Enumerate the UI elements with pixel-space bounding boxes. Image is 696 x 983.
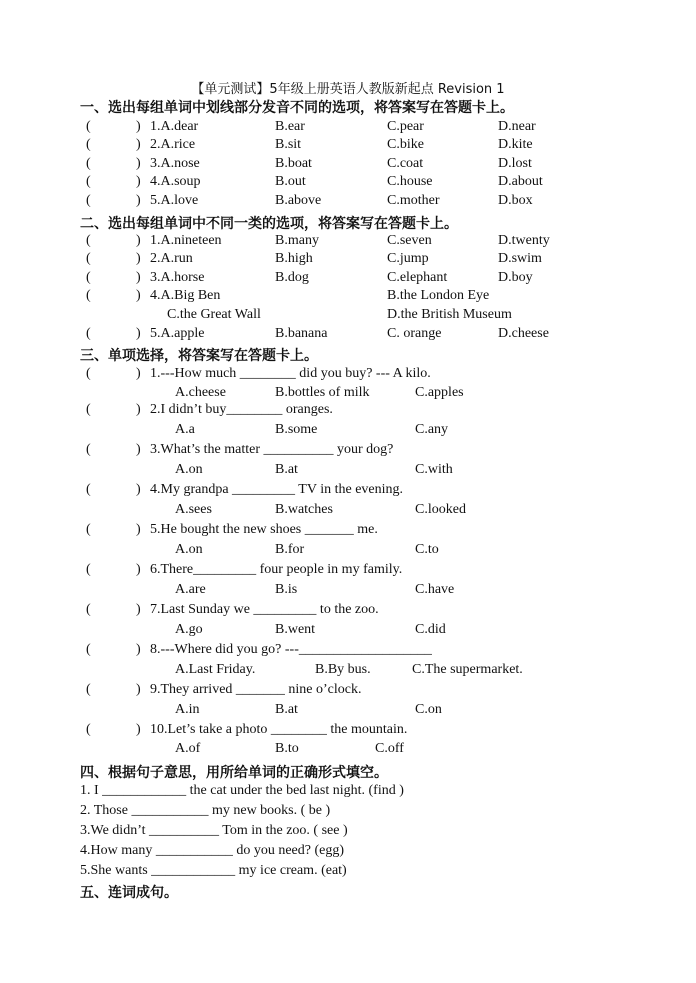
answer-paren-close: )	[136, 642, 141, 657]
answer-paren-close: )	[136, 288, 141, 303]
option-c: C. orange	[387, 326, 442, 341]
section-1-heading: 一、选出每组单词中划线部分发音不同的选项，将答案写在答题卡上。	[80, 100, 514, 116]
section-3-heading: 三、单项选择，将答案写在答题卡上。	[80, 348, 318, 364]
answer-paren-open: (	[86, 442, 91, 457]
answer-paren-close: )	[136, 602, 141, 617]
option-b: B.bottles of milk	[275, 385, 370, 400]
option-d: D.twenty	[498, 233, 550, 248]
question-stem: 7.Last Sunday we _________ to the zoo.	[150, 602, 379, 617]
answer-paren-close: )	[136, 326, 141, 341]
answer-paren-open: (	[86, 233, 91, 248]
option-b: B.ear	[275, 119, 305, 134]
section-2-heading: 二、选出每组单词中不同一类的选项，将答案写在答题卡上。	[80, 216, 458, 232]
answer-paren-close: )	[136, 233, 141, 248]
section-4-heading: 四、根据句子意思，用所给单词的正确形式填空。	[80, 765, 388, 781]
option-d: D.box	[498, 193, 533, 208]
option-b: B.sit	[275, 137, 302, 152]
answer-paren-close: )	[136, 366, 141, 381]
question-row	[0, 156, 696, 174]
question-row	[0, 119, 696, 137]
option-c: C.off	[375, 741, 404, 756]
question-row	[0, 366, 696, 384]
question-stem: 9.They arrived _______ nine o’clock.	[150, 682, 362, 697]
answer-paren-close: )	[136, 251, 141, 266]
fill-in-line: 4.How many ___________ do you need? (egg)	[80, 843, 345, 858]
answer-paren-close: )	[136, 156, 141, 171]
question-row	[0, 682, 696, 700]
option-a: 1.A.nineteen	[150, 233, 222, 248]
question-stem: 6.There_________ four people in my family.	[150, 562, 403, 577]
option-c: C.any	[415, 422, 449, 437]
option-c: D.the British Museum	[387, 307, 512, 322]
option-c-line: C.the Great Wall	[167, 307, 261, 322]
option-d: D.about	[498, 174, 543, 189]
answer-paren-open: (	[86, 174, 91, 189]
options-row	[0, 582, 696, 600]
options-row	[0, 422, 696, 440]
answer-paren-close: )	[136, 193, 141, 208]
answer-paren-open: (	[86, 602, 91, 617]
answer-paren-close: )	[136, 270, 141, 285]
option-a: A.sees	[175, 502, 212, 517]
question-row	[0, 642, 696, 660]
question-stem: 5.He bought the new shoes _______ me.	[150, 522, 378, 537]
option-a: 3.A.horse	[150, 270, 205, 285]
question-row	[0, 482, 696, 500]
answer-paren-close: )	[136, 119, 141, 134]
fill-in-line: 1. I ____________ the cat under the bed last night. (find )	[80, 783, 404, 798]
option-a: 1.A.dear	[150, 119, 199, 134]
option-c: C.on	[415, 702, 442, 717]
option-a: 5.A.apple	[150, 326, 205, 341]
answer-paren-open: (	[86, 251, 91, 266]
option-a: 4.A.Big Ben	[150, 288, 221, 303]
question-row	[0, 722, 696, 740]
option-b: B.banana	[275, 326, 328, 341]
question-row	[0, 137, 696, 155]
question-row	[0, 522, 696, 540]
option-c: C.looked	[415, 502, 466, 517]
option-d: D.swim	[498, 251, 542, 266]
answer-paren-close: )	[136, 482, 141, 497]
question-stem: 10.Let’s take a photo ________ the mountain.	[150, 722, 408, 737]
question-row	[0, 562, 696, 580]
question-stem: 4.My grandpa _________ TV in the evening.	[150, 482, 404, 497]
option-c: C.apples	[415, 385, 464, 400]
answer-paren-open: (	[86, 642, 91, 657]
answer-paren-close: )	[136, 137, 141, 152]
option-a: A.Last Friday.	[175, 662, 256, 677]
option-a: A.on	[175, 462, 203, 477]
question-row	[0, 288, 696, 306]
option-b: B.By bus.	[315, 662, 371, 677]
option-a: A.in	[175, 702, 200, 717]
question-row	[0, 442, 696, 460]
option-b: B.went	[275, 622, 316, 637]
option-d: D.kite	[498, 137, 533, 152]
option-d: D.near	[498, 119, 536, 134]
options-row	[0, 662, 696, 680]
answer-paren-close: )	[136, 682, 141, 697]
answer-paren-open: (	[86, 193, 91, 208]
question-stem: 8.---Where did you go? ---___________________	[150, 642, 432, 657]
answer-paren-close: )	[136, 174, 141, 189]
option-a: A.cheese	[175, 385, 226, 400]
page-title: 【单元测试】5年级上册英语人教版新起点 Revision 1	[191, 82, 505, 97]
option-b: B.above	[275, 193, 322, 208]
answer-paren-close: )	[136, 442, 141, 457]
options-row	[0, 385, 696, 403]
question-row	[0, 602, 696, 620]
section-5-heading: 五、连词成句。	[80, 885, 178, 901]
option-b: B.boat	[275, 156, 312, 171]
option-c: C.coat	[387, 156, 424, 171]
question-row	[0, 270, 696, 288]
answer-paren-close: )	[136, 562, 141, 577]
option-b: B.for	[275, 542, 305, 557]
option-c: C.have	[415, 582, 455, 597]
answer-paren-open: (	[86, 366, 91, 381]
option-b: B.at	[275, 702, 298, 717]
option-c: C.did	[415, 622, 446, 637]
option-d: D.boy	[498, 270, 533, 285]
option-b: B.watches	[275, 502, 333, 517]
question-stem: 3.What’s the matter __________ your dog?	[150, 442, 394, 457]
question-stem: 2.I didn’t buy________ oranges.	[150, 402, 333, 417]
option-b: B.dog	[275, 270, 309, 285]
option-a: 2.A.run	[150, 251, 193, 266]
question-row	[0, 307, 696, 325]
options-row	[0, 502, 696, 520]
question-stem: 1.---How much ________ did you buy? --- A kilo.	[150, 366, 431, 381]
option-a: A.of	[175, 741, 201, 756]
option-b: B.to	[275, 741, 299, 756]
option-a: A.are	[175, 582, 206, 597]
option-a: 3.A.nose	[150, 156, 200, 171]
answer-paren-close: )	[136, 402, 141, 417]
question-row	[0, 402, 696, 420]
answer-paren-close: )	[136, 522, 141, 537]
options-row	[0, 741, 696, 759]
option-b: B.is	[275, 582, 298, 597]
option-c: B.the London Eye	[387, 288, 490, 303]
answer-paren-open: (	[86, 682, 91, 697]
answer-paren-open: (	[86, 562, 91, 577]
question-row	[0, 193, 696, 211]
answer-paren-open: (	[86, 270, 91, 285]
option-a: A.a	[175, 422, 195, 437]
options-row	[0, 542, 696, 560]
option-c: C.elephant	[387, 270, 448, 285]
answer-paren-close: )	[136, 722, 141, 737]
option-a: 4.A.soup	[150, 174, 201, 189]
answer-paren-open: (	[86, 522, 91, 537]
options-row	[0, 462, 696, 480]
option-a: 5.A.love	[150, 193, 199, 208]
option-d: D.lost	[498, 156, 532, 171]
option-a: A.go	[175, 622, 203, 637]
answer-paren-open: (	[86, 156, 91, 171]
options-row	[0, 622, 696, 640]
answer-paren-open: (	[86, 119, 91, 134]
option-b: B.some	[275, 422, 318, 437]
options-row	[0, 702, 696, 720]
question-row	[0, 326, 696, 344]
option-c: C.jump	[387, 251, 429, 266]
option-c: C.house	[387, 174, 433, 189]
question-row	[0, 174, 696, 192]
option-c: C.bike	[387, 137, 424, 152]
option-c: C.pear	[387, 119, 424, 134]
option-c: C.with	[415, 462, 453, 477]
answer-paren-open: (	[86, 402, 91, 417]
option-b: B.high	[275, 251, 313, 266]
option-c: C.mother	[387, 193, 440, 208]
option-b: B.out	[275, 174, 306, 189]
question-row	[0, 233, 696, 251]
answer-paren-open: (	[86, 288, 91, 303]
answer-paren-open: (	[86, 722, 91, 737]
option-a: A.on	[175, 542, 203, 557]
question-row	[0, 251, 696, 269]
option-d: D.cheese	[498, 326, 549, 341]
option-c: C.seven	[387, 233, 432, 248]
answer-paren-open: (	[86, 137, 91, 152]
fill-in-line: 2. Those ___________ my new books. ( be )	[80, 803, 331, 818]
answer-paren-open: (	[86, 326, 91, 341]
option-b: B.at	[275, 462, 298, 477]
option-a: 2.A.rice	[150, 137, 196, 152]
option-c: C.The supermarket.	[412, 662, 523, 677]
fill-in-line: 3.We didn’t __________ Tom in the zoo. ( see )	[80, 823, 348, 838]
answer-paren-open: (	[86, 482, 91, 497]
option-b: B.many	[275, 233, 319, 248]
fill-in-line: 5.She wants ____________ my ice cream. (eat)	[80, 863, 347, 878]
option-c: C.to	[415, 542, 439, 557]
